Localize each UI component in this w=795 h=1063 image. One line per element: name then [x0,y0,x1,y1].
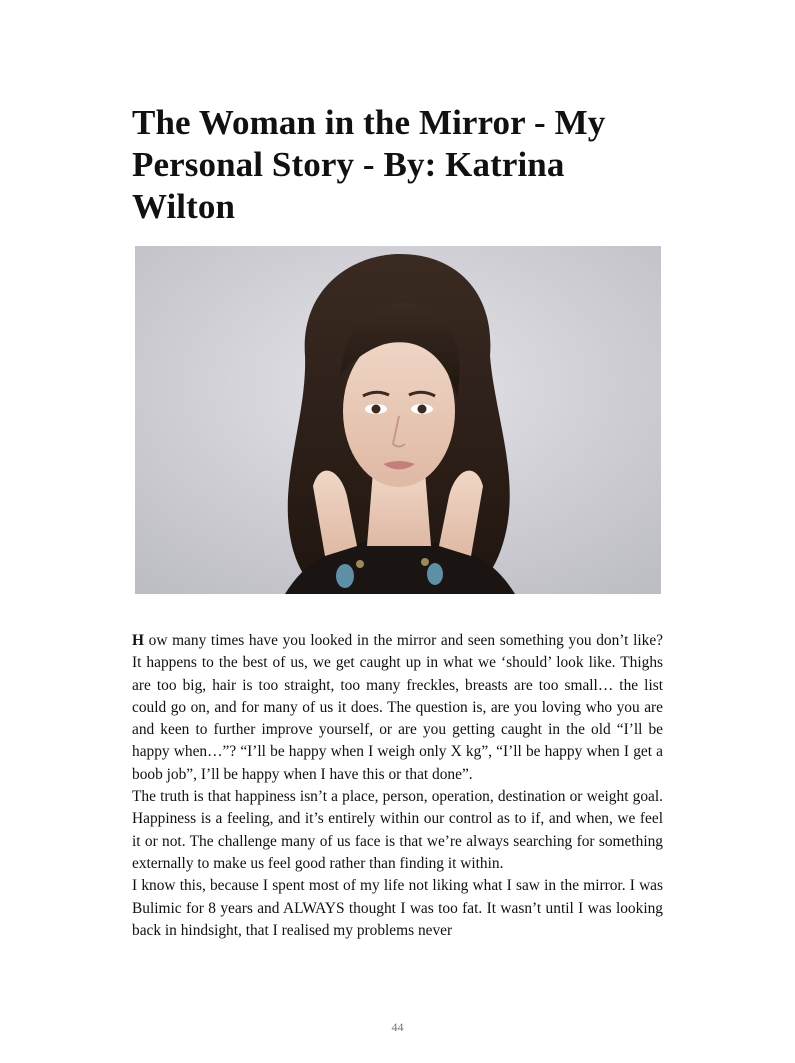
paragraph-initial: H [132,632,144,649]
portrait-photo [135,246,661,594]
article-title: The Woman in the Mirror - My Personal Story - By: Katrina Wilton [132,103,606,226]
page-number: 44 [391,1020,404,1034]
paragraph-1 [132,630,663,786]
paragraph-3: I know this, because I spent most of my life not liking what I saw in the mirror. I was Bulimic for 8 years and ALWAYS thought I was too fat. It wasn’t until I was looking back in hindsight, that I realised my problems never [132,877,663,939]
paragraph-1-text: ow many times have you looked in the mirror and seen something you don’t like? It happens to the best of us, we get caught up in what we ‘should’ look like. Thighs are too big, hair is too straight, too many freckles, breasts are too small… the list could go on, and for many of us it does. The question is, are you loving who you are and keen to further improve yourself, or are you getting caught in the old “I’ll be happy when…”? “I’ll be happy when I weigh only X kg”, “I’ll be happy when I get a boob job”, I’ll be happy when I have this or that done”. [132,632,663,783]
article-body [132,630,663,942]
paragraph-2: The truth is that happiness isn’t a place, person, operation, destination or weight goal. Happiness is a feeling, and it’s entirely within our control as to if, and when, we feel it or not. The challenge many of us face is that we’re always searching for something externally to make us feel good rather than finding it within. [132,788,663,872]
